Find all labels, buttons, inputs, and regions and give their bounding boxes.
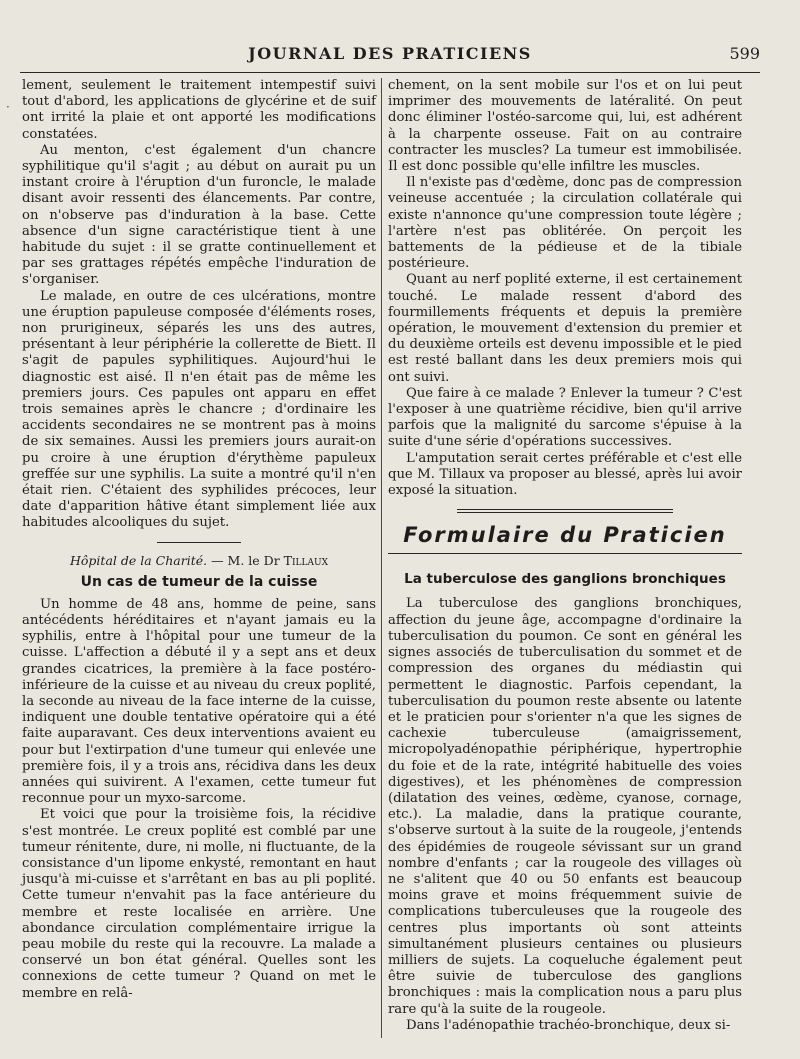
margin-dot: · <box>6 100 10 114</box>
doctor-name: Tillaux <box>283 552 328 568</box>
paragraph: La tuberculose des ganglions bronchiques, affection du jeune âge, accompagne d'ordinaire la tuberculisation du poumon. Ce sont en général les signes associés de tuberculisation du sommet et de compression des organes du médiastin qui permettent le diagnostic. Parfois cependant, la tuberculisation du poumon reste absente ou latente et le praticien pour s'orienter n'a que les signes de cachexie tuberculeuse (amaigrissement, micropolyadénopathie périphérique, hypertrophie du foie et de la rate, intégrité habituelle des voies digestives), et les phénomènes de compression (dilatation des veines, œdème, cyanose, cornage, etc.). La maladie, dans la pratique courante, s'observe surtout à la suite de la rougeole, j'entends des épidémies de rougeole sévissant sur un grand nombre d'enfants ; car la rougeole des villages où ne s'alitent que 40 ou 50 enfants est beaucoup moins grave et moins fréquemment suivie de complications tuberculeuses que la rougeole des centres plus importants où sont atteints simultanément plusieurs centaines ou plusieurs milliers de sujets. La coqueluche également peut être suivie de tuberculose des ganglions bronchiques : mais la complication nous a paru plus rare qu'à la suite de la rougeole. <box>388 596 742 1017</box>
page-number: 599 <box>729 44 760 63</box>
article-title: Un cas de tumeur de la cuisse <box>80 573 318 590</box>
paragraph: Que faire à ce malade ? Enlever la tumeur ? C'est l'exposer à une quatrième récidive, bien qu'il arrive parfois que la malignité du sarcome s'épuise à la suite d'une série d'opérations successives. <box>388 385 742 450</box>
hospital-dash: — M. le Dr <box>207 552 284 568</box>
left-column <box>22 78 376 1002</box>
article-subtitle: La tuberculose des ganglions bronchiques <box>404 571 726 588</box>
hospital-line <box>22 553 376 569</box>
paragraph: Un homme de 48 ans, homme de peine, sans antécédents héréditaires et n'ayant jamais eu la syphilis, entre à l'hôpital pour une tumeur de la cuisse. L'affection a débuté il y a sept ans et deux grandes cicatrices, la première à la face postéro-inférieure de la cuisse et au niveau du creux poplité, la seconde au niveau de la face interne de la cuisse, indiquent une double tentative opératoire qui a été faite auparavant. Ces deux interventions avaient eu pour but l'extirpation d'une tumeur qui enlevée une première fois, il y a trois ans, récidiva dans les deux années qui suivirent. A l'examen, cette tumeur fut reconnue pour un myxo-sarcome. <box>22 596 376 807</box>
paragraph: Et voici que pour la troisième fois, la récidive s'est montrée. Le creux poplité est comblé par une tumeur rénitente, dure, ni molle, ni fluctuante, de la consistance d'un lipome enkysté, remontant en haut jusqu'à mi-cuisse et s'arrêtant en bas au pli poplité. Cette tumeur n'envahit pas la face antérieure du membre et reste localisée en arrière. Une abondance circulation complémentaire irrigue la peau mobile du reste qui la recouvre. La malade a conservé un bon état général. Quelles sont les connexions de cette tumeur ? Quand on met le membre en relâ- <box>22 807 376 1001</box>
section-banner: Formulaire du Praticien <box>403 523 727 548</box>
paragraph: Au menton, c'est également d'un chancre syphilitique qu'il s'agit ; au début on aurait pu un instant croire à l'éruption d'un furoncle, le malade disant avoir ressenti des élancements. Par contre, on n'observe pas d'induration à la base. Cette absence d'un signe caractéristique tient à une habitude du sujet : il se gratte continuellement et par ses grattages répétés empêche l'induration de s'organiser. <box>22 142 376 288</box>
paragraph: Dans l'adénopathie trachéo-bronchique, deux si- <box>406 1017 731 1033</box>
double-rule <box>457 509 673 513</box>
paragraph: Il n'existe pas d'œdème, donc pas de compression veineuse accentuée ; la circulation collatérale qui existe n'annonce qu'une compression toute légère ; l'artère n'est pas oblitérée. On perçoit les battements de la pédieuse et de la tibiale postérieure. <box>388 175 742 272</box>
paragraph: Quant au nerf poplité externe, il est certainement touché. Le malade ressent d'abord des fourmillements fréquents et depuis la première opération, le mouvement d'extension du premier et du deuxième orteils est devenu impossible et le pied est resté ballant dans les deux premiers mois qui ont suivi. <box>388 272 742 385</box>
column-divider <box>381 78 382 1038</box>
paragraph: lement, seulement le traitement intempestif suivi tout d'abord, les applications de glycérine et de suif ont irrité la plaie et ont apporté les modifications constatées. <box>22 78 376 142</box>
section-rule <box>388 553 742 554</box>
hospital-name: Hôpital de la Charité. <box>70 552 208 568</box>
page-header <box>20 38 760 70</box>
header-rule <box>20 72 760 73</box>
running-title: JOURNAL DES PRATICIENS <box>248 44 532 63</box>
right-column <box>388 78 742 1034</box>
section-divider <box>157 542 241 543</box>
paragraph: Le malade, en outre de ces ulcérations, montre une éruption papuleuse composée d'éléments roses, non prurigineux, séparés les uns des autres, présentant à leur périphérie la collerette de Biett. Il s'agit de papules syphilitiques. Aujourd'hui le diagnostic est aisé. Il n'en était pas de même les premiers jours. Ces papules ont apparu en effet trois semaines après le chancre ; d'ordinaire les accidents secondaires ne se montrent pas à moins de six semaines. Aussi les premiers jours aurait-on pu croire à une éruption d'érythème papuleux greffée sur une syphilis. La suite a montré qu'il n'en était rien. C'étaient des syphilides précoces, leur date d'apparition hâtive étant simplement liée aux habitudes alcooliques du sujet. <box>22 288 376 531</box>
paragraph: L'amputation serait certes préférable et c'est elle que M. Tillaux va proposer au blessé, après lui avoir exposé la situation. <box>388 450 742 499</box>
paragraph: chement, on la sent mobile sur l'os et on lui peut imprimer des mouvements de latéralité. On peut donc éliminer l'ostéo-sarcome qui, lui, est adhérent à la charpente osseuse. Fait on au contraire contracter les muscles? La tumeur est immobilisée. Il est donc possible qu'elle infiltre les muscles. <box>388 78 742 175</box>
